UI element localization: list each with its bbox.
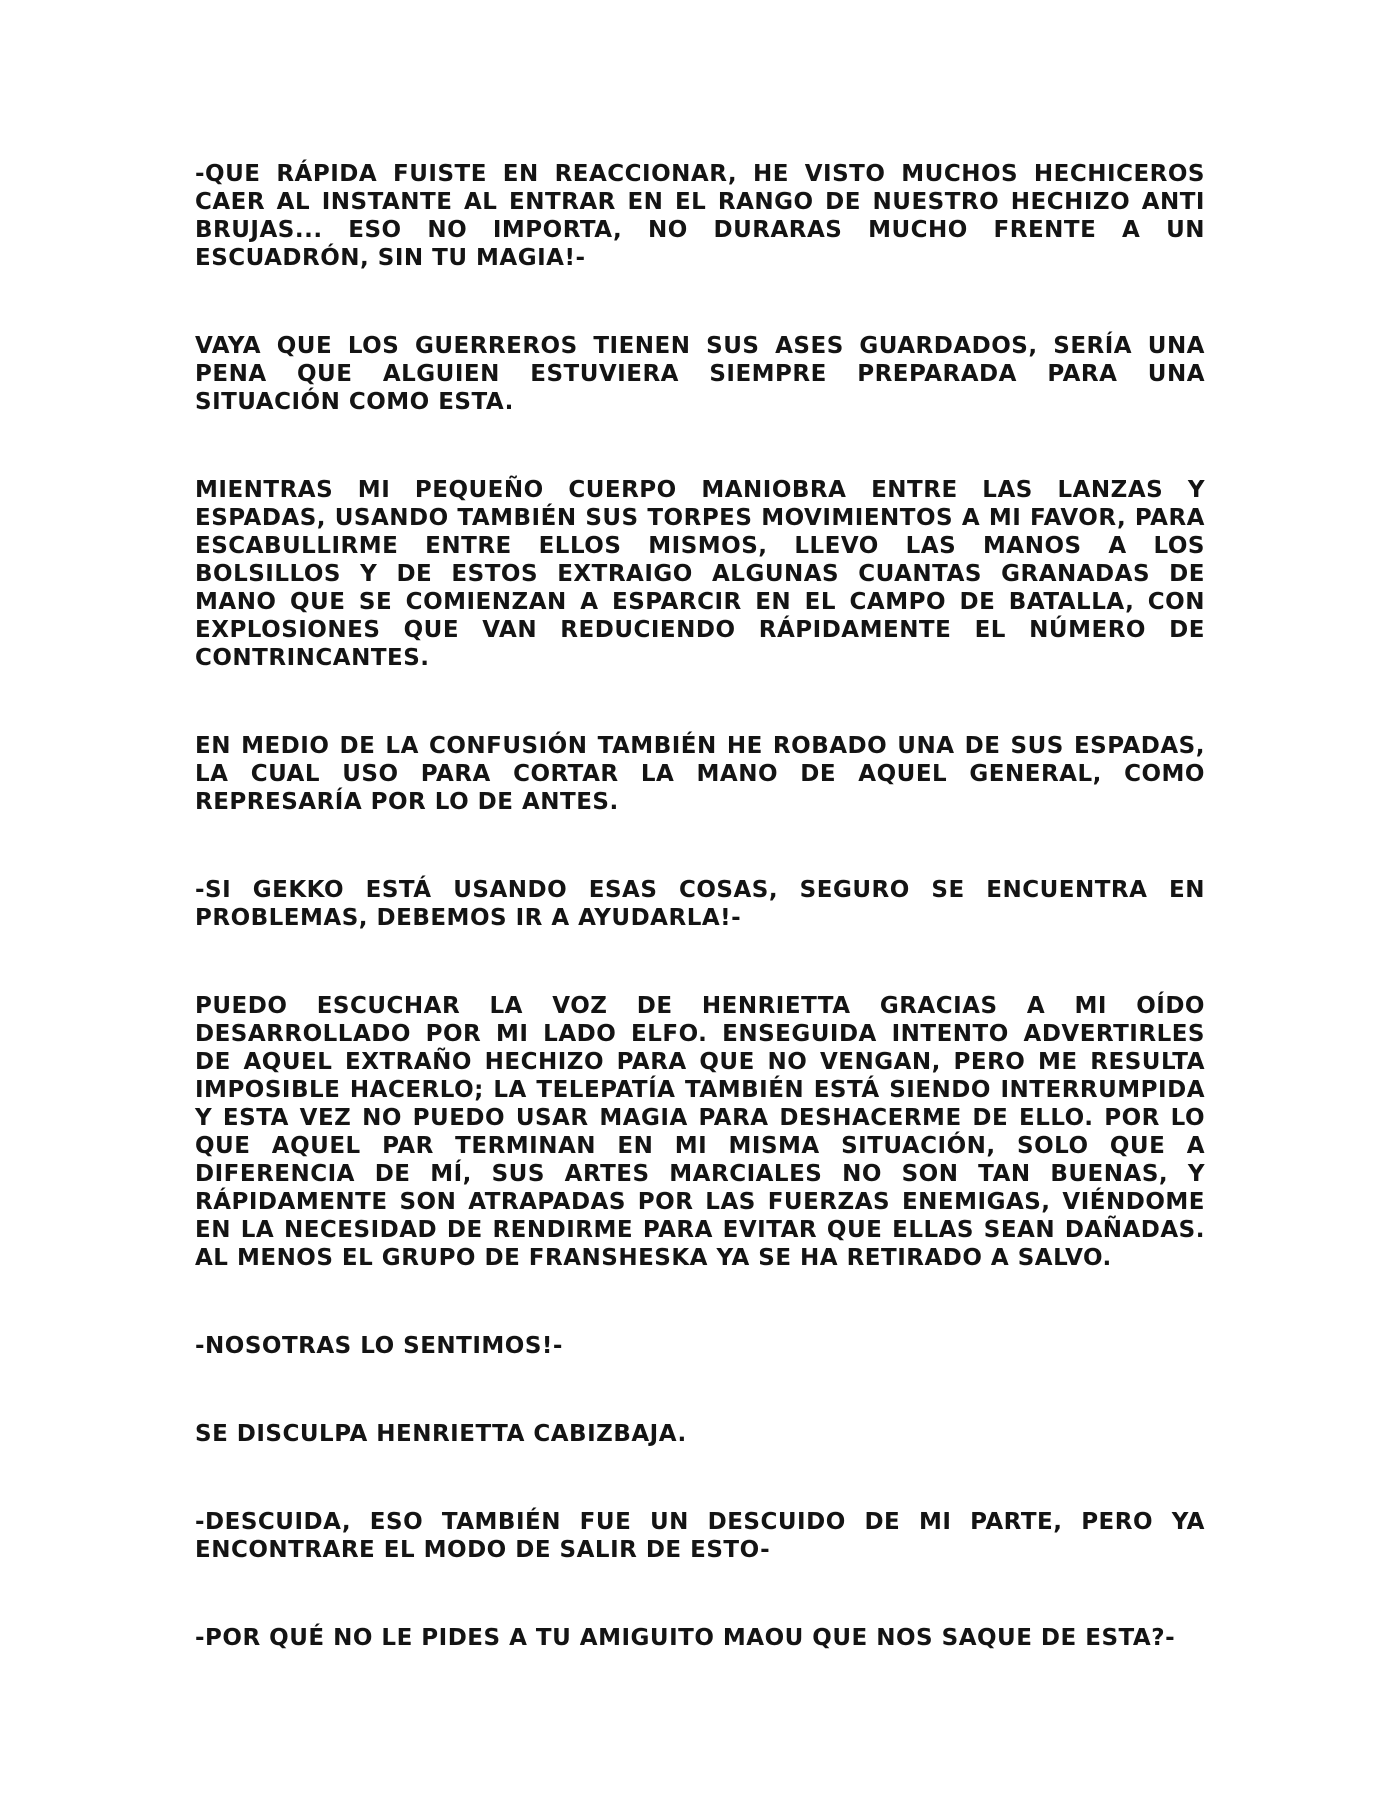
paragraph-dialogue-3: -NOSOTRAS LO SENTIMOS!- bbox=[195, 1333, 563, 1359]
paragraph-narration-5: SE DISCULPA HENRIETTA CABIZBAJA. bbox=[195, 1421, 687, 1447]
paragraph-dialogue-2: -SI GEKKO ESTÁ USANDO ESAS COSAS, SEGURO SE ENCUENTRA EN PROBLEMAS, DEBEMOS IR A AYUDARLA!- bbox=[195, 877, 1205, 931]
paragraph-dialogue-1: -QUE RÁPIDA FUISTE EN REACCIONAR, HE VISTO MUCHOS HECHICEROS CAER AL INSTANTE AL ENTRAR EN EL RANGO DE NUESTRO HECHIZO ANTI BRUJAS... ESO NO IMPORTA, NO DURARAS MUCHO FRENTE A UN ESCUADRÓN, SIN TU MAGIA!- bbox=[195, 161, 1205, 271]
text-column bbox=[195, 160, 1205, 1712]
paragraph-narration-2: MIENTRAS MI PEQUEÑO CUERPO MANIOBRA ENTRE LAS LANZAS Y ESPADAS, USANDO TAMBIÉN SUS TORPES MOVIMIENTOS A MI FAVOR, PARA ESCABULLIRME ENTRE ELLOS MISMOS, LLEVO LAS MANOS A LOS BOLSILLOS Y DE ESTOS EXTRAIGO ALGUNAS CUANTAS GRANADAS DE MANO QUE SE COMIENZAN A ESPARCIR EN EL CAMPO DE BATALLA, CON EXPLOSIONES QUE VAN REDUCIENDO RÁPIDAMENTE EL NÚMERO DE CONTRINCANTES. bbox=[195, 477, 1205, 671]
paragraph-narration-1: VAYA QUE LOS GUERREROS TIENEN SUS ASES GUARDADOS, SERÍA UNA PENA QUE ALGUIEN ESTUVIERA SIEMPRE PREPARADA PARA UNA SITUACIÓN COMO ESTA. bbox=[195, 333, 1205, 415]
paragraph-dialogue-4: -DESCUIDA, ESO TAMBIÉN FUE UN DESCUIDO DE MI PARTE, PERO YA ENCONTRARE EL MODO DE SALIR DE ESTO- bbox=[195, 1509, 1205, 1563]
paragraph-dialogue-5: -POR QUÉ NO LE PIDES A TU AMIGUITO MAOU QUE NOS SAQUE DE ESTA?- bbox=[195, 1625, 1176, 1651]
paragraph-narration-4: PUEDO ESCUCHAR LA VOZ DE HENRIETTA GRACIAS A MI OÍDO DESARROLLADO POR MI LADO ELFO. ENSEGUIDA INTENTO ADVERTIRLES DE AQUEL EXTRAÑO HECHIZO PARA QUE NO VENGAN, PERO ME RESULTA IMPOSIBLE HACERLO; LA TELEPATÍA TAMBIÉN ESTÁ SIENDO INTERRUMPIDA Y ESTA VEZ NO PUEDO USAR MAGIA PARA DESHACERME DE ELLO. POR LO QUE AQUEL PAR TERMINAN EN MI MISMA SITUACIÓN, SOLO QUE A DIFERENCIA DE MÍ, SUS ARTES MARCIALES NO SON TAN BUENAS, Y RÁPIDAMENTE SON ATRAPADAS POR LAS FUERZAS ENEMIGAS, VIÉNDOME EN LA NECESIDAD DE RENDIRME PARA EVITAR QUE ELLAS SEAN DAÑADAS. AL MENOS EL GRUPO DE FRANSHESKA YA SE HA RETIRADO A SALVO. bbox=[195, 993, 1205, 1271]
paragraph-narration-3: EN MEDIO DE LA CONFUSIÓN TAMBIÉN HE ROBADO UNA DE SUS ESPADAS, LA CUAL USO PARA CORTAR LA MANO DE AQUEL GENERAL, COMO REPRESARÍA POR LO DE ANTES. bbox=[195, 733, 1205, 815]
